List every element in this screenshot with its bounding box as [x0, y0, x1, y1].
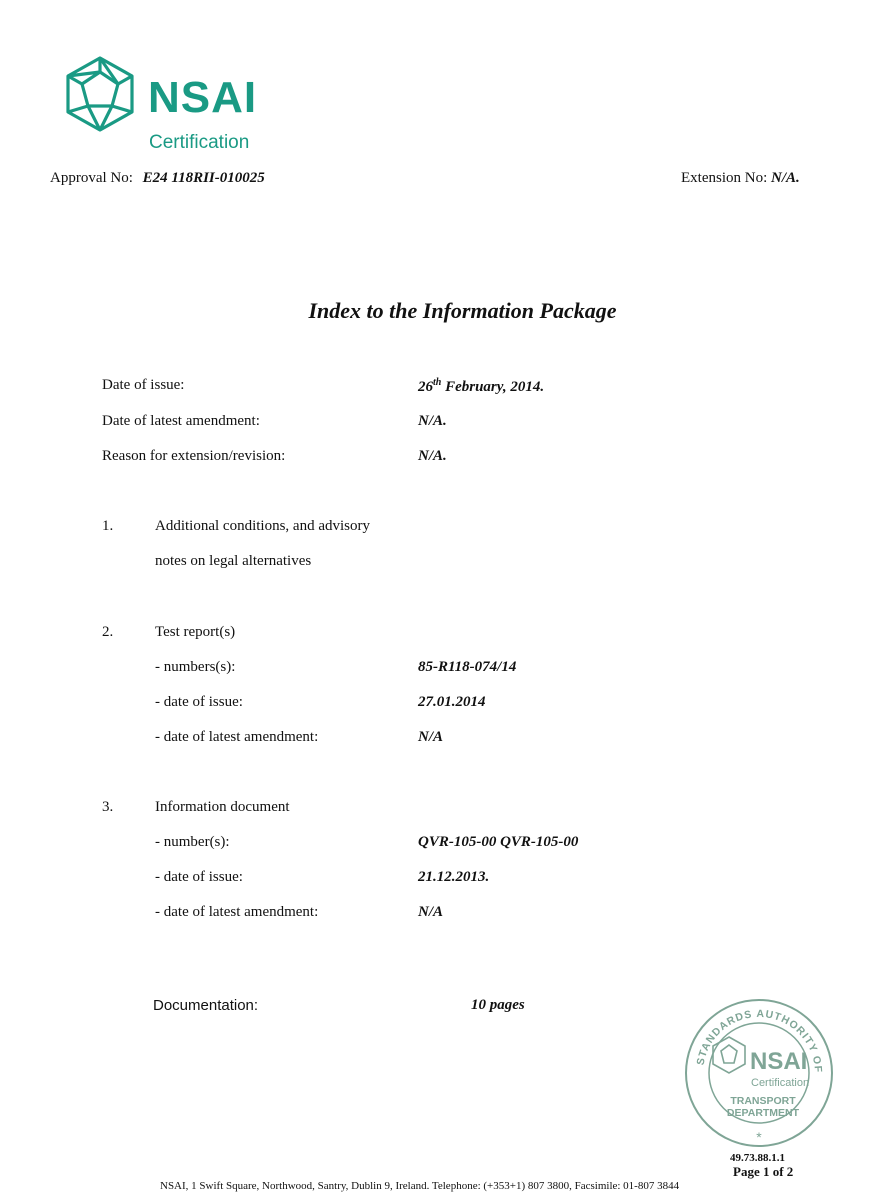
test-report-date-label: - date of issue: [155, 694, 243, 710]
nsai-polyhedron-icon [60, 54, 140, 134]
extension-label: Extension No: [681, 170, 768, 186]
extension-value: N/A. [771, 170, 800, 186]
reason-label: Reason for extension/revision: [102, 448, 286, 464]
page-number: Page 1 of 2 [733, 1164, 794, 1179]
logo-wordmark: NSAI [148, 73, 258, 122]
info-doc-amendment-label: - date of latest amendment: [155, 904, 319, 920]
date-of-issue-value: 26th February, 2014. [418, 377, 545, 395]
test-report-date-value: 27.01.2014 [418, 694, 486, 710]
approval-value: E24 118RII-010025 [142, 170, 265, 186]
seal-ring-text: STANDARDS AUTHORITY OF [694, 1007, 825, 1074]
info-doc-date-label: - date of issue: [155, 869, 243, 885]
info-doc-amendment-value: N/A [418, 904, 444, 920]
reason-value: N/A. [418, 448, 447, 464]
seal-graphic [683, 997, 835, 1149]
test-report-numbers-value: 85-R118-074/14 [418, 659, 517, 675]
logo-subtitle: Certification [149, 132, 250, 153]
info-doc-date-value: 21.12.2013. [418, 869, 490, 885]
latest-amendment-value: N/A. [418, 413, 447, 429]
approval-label: Approval No: [50, 170, 133, 186]
section-2-heading: Test report(s) [155, 624, 236, 640]
latest-amendment-label: Date of latest amendment: [102, 413, 260, 429]
section-2-number: 2. [102, 624, 114, 640]
test-report-amendment-label: - date of latest amendment: [155, 729, 319, 745]
approval-number [50, 170, 265, 187]
date-of-issue-label: Date of issue: [102, 377, 185, 393]
section-1-heading-line2: notes on legal alternatives [155, 553, 312, 569]
section-1-heading-line1: Additional conditions, and advisory [155, 518, 370, 534]
documentation-value: 10 pages [471, 997, 525, 1013]
seal-brand: NSAI [750, 1048, 808, 1075]
nsai-logo [60, 52, 280, 156]
section-3-heading: Information document [155, 799, 290, 815]
document-code: 49.73.88.1.1 [730, 1152, 785, 1164]
info-doc-numbers-value: QVR-105-00 QVR-105-00 [418, 834, 579, 850]
info-doc-numbers-label: - number(s): [155, 834, 230, 850]
footer-address: NSAI, 1 Swift Square, Northwood, Santry, Dublin 9, Ireland. Telephone: (+353+1) 807 3800, Facsimile: 01-807 3844 [160, 1180, 680, 1192]
test-report-amendment-value: N/A [418, 729, 444, 745]
seal-dept-line1: TRANSPORT [730, 1095, 796, 1107]
test-report-numbers-label: - numbers(s): [155, 659, 236, 675]
extension-number [681, 170, 800, 187]
documentation-label: Documentation: [153, 997, 259, 1014]
nsai-seal-stamp [683, 997, 835, 1149]
section-3-number: 3. [102, 799, 114, 815]
seal-polyhedron-icon [713, 1037, 745, 1073]
seal-star-icon: * [756, 1129, 762, 1145]
seal-dept-line2: DEPARTMENT [726, 1107, 800, 1119]
section-1-number: 1. [102, 518, 114, 534]
seal-subtitle: Certification [751, 1077, 810, 1089]
page-title: Index to the Information Package [308, 298, 617, 323]
